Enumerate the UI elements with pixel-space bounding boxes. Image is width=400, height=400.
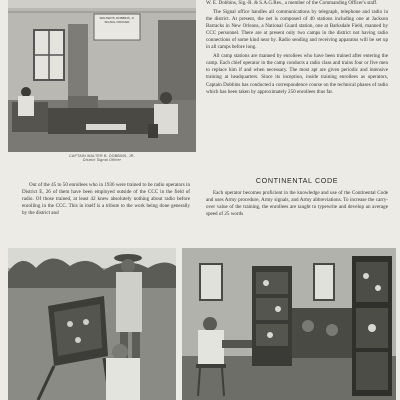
caption-title: District Signal Officer — [82, 158, 122, 163]
caption-name: CAPTAIN WALTER B. DOBBINS, JR. — [69, 154, 135, 158]
radio-room-photo — [182, 248, 396, 400]
photo-caption — [8, 154, 196, 163]
paragraph: Out of the 45 to 50 enrollees who in 1936 were trained to be radio operators in District E, 26 of them have been employed outside of the CCC in the field of radio. Of those trained, at least 42 knew absolutely nothing about radio before enrolling in the CCC. This in itself is a tribute to the work being done generally by the district and — [22, 182, 190, 217]
paragraph: All camp stations are manned by enrollees who have been trained after entering the camp. Each chief operator in the camp conducts a radio class and trains four or five men to replace him if and when necessary. The most apt are given periodic and intensive training at headquarters. Since its inception, inside training enrollees as operators, Captain Dobbins has conducted a correspondence course on the technical phases of radio which has been taken by approximately 250 enrollees thus far. — [206, 53, 388, 95]
office-sign-line1: WALTER B. DOBBINS, Jr. — [99, 16, 135, 20]
office-sign — [94, 16, 140, 24]
office-photo — [8, 0, 196, 152]
left-mid-column — [22, 182, 190, 217]
office-sign-line2: SIGNAL OFFICER — [104, 20, 130, 24]
paragraph: Each operator becomes proficient in the knowledge and use of the Continental Code and uses Army procedure, Army signals, and Army abbreviations. To increase the carry-over value of the training, the enrollees are taught to typewrite and develop an average speed of 25 words — [206, 190, 388, 218]
paragraph: W. E. Dobbins, Sig.-R. & S.A.G.Res., a member of the Commanding Officer's staff. — [206, 0, 378, 6]
right-top-column — [206, 0, 388, 96]
paragraph: The Signal office handles all communications by telegraph, telephone and radio in the district. At present, the net is composed of 40 stations including one at Jackson Barracks in New Orleans, a National Guard station, one at Barksdale Field, manned by CCC personnel. There are at present only two camps in the district not having radio connections of some kind near by. Radio sending and receiving apparatus will be set up in all camps before long. — [206, 9, 388, 51]
section-heading: CONTINENTAL CODE — [255, 176, 339, 185]
field-radio-photo — [8, 248, 176, 400]
right-mid-column — [206, 190, 388, 218]
